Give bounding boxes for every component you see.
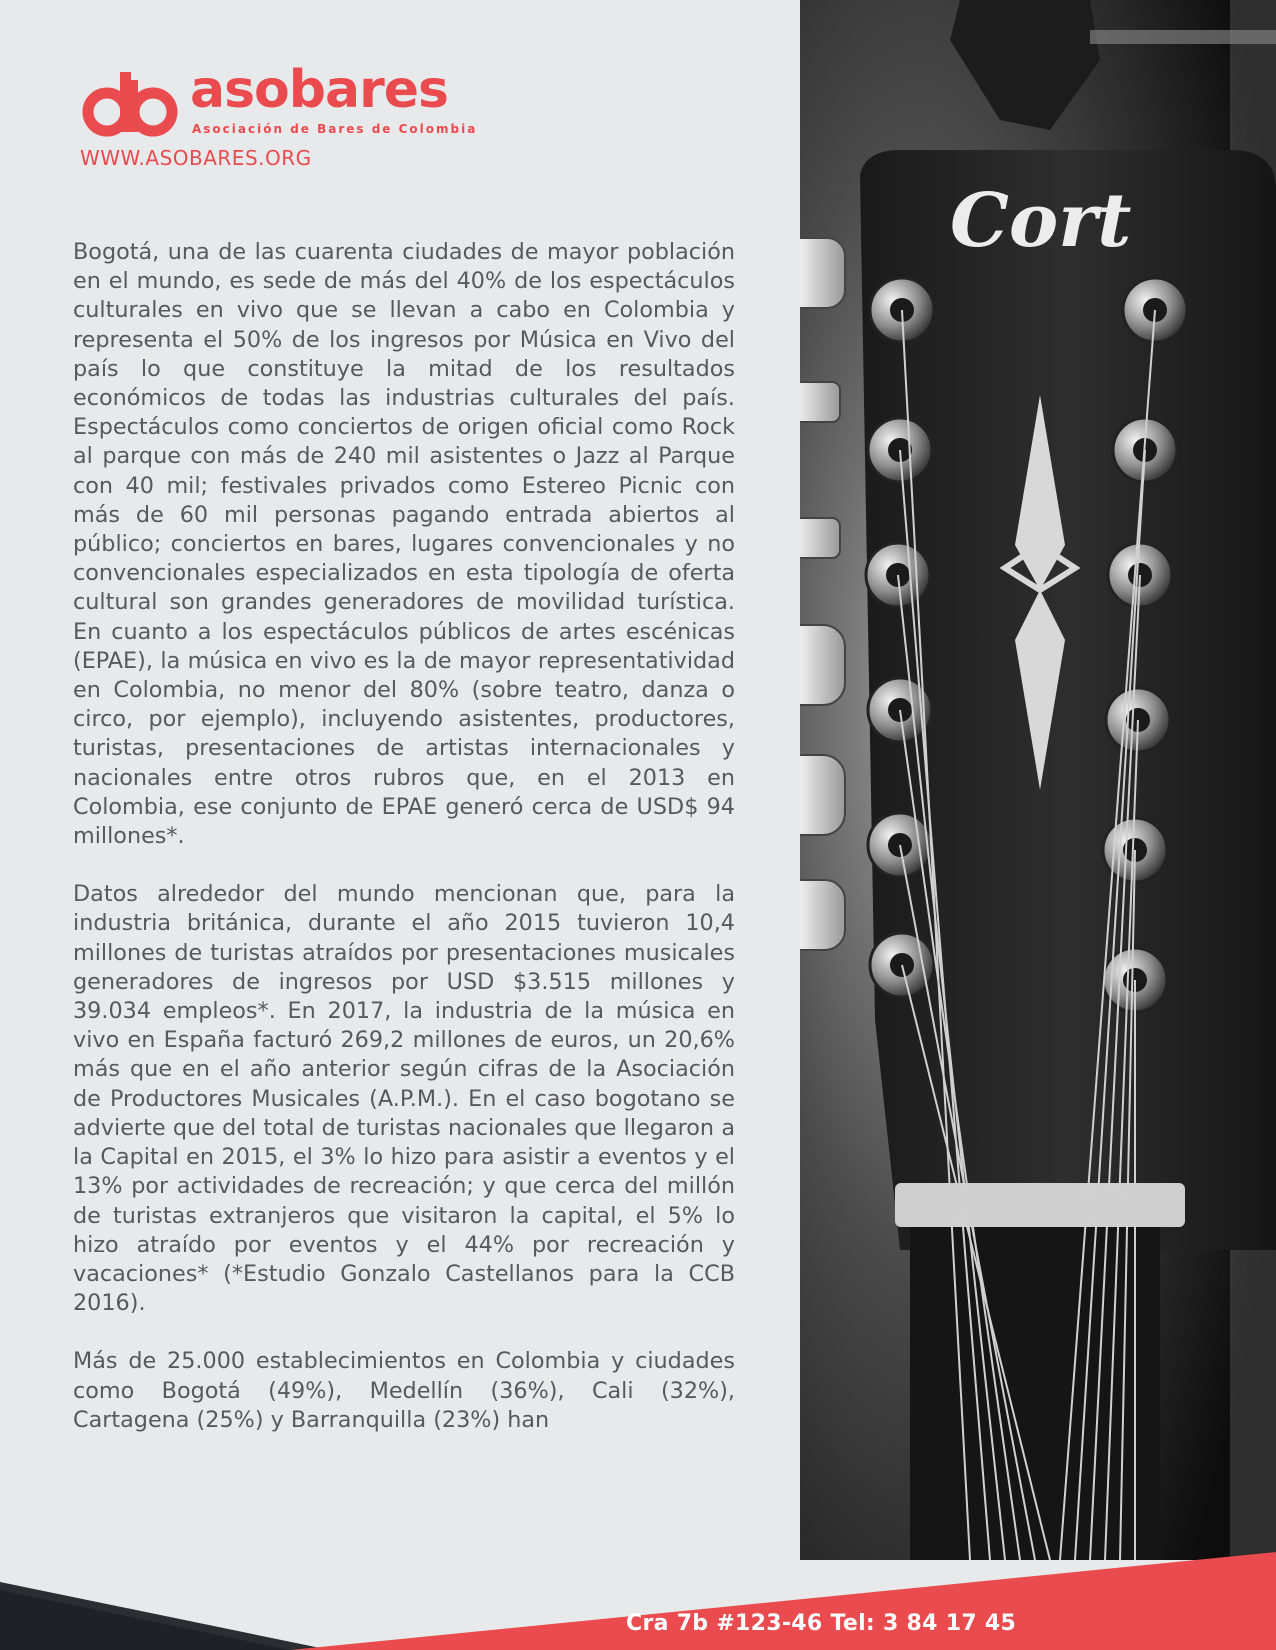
website-link[interactable]: WWW.ASOBARES.ORG <box>80 146 312 170</box>
footer-address: Cra 7b #123-46 Tel: 3 84 17 45 <box>626 1611 1017 1636</box>
logo-tagline: Asociación de Bares de Colombia <box>192 122 478 136</box>
logo-wordmark: asobares <box>190 60 448 120</box>
guitar-illustration <box>800 0 1276 1560</box>
paragraph-1: Bogotá, una de las cuarenta ciudades de mayor población en el mundo, es sede de más del 40% de los espectáculos culturales en vivo que se llevan a cabo en Colombia y representa el 50% de los ingresos por Música en Vivo del país lo que constituye la mitad de los resultados económicos de todas las industrias culturales del país. Espectáculos como conciertos de origen oficial como Rock al parque con más de 240 mil asistentes o Jazz al Parque con 40 mil; festivales privados como Estereo Picnic con más de 60 mil personas pagando entrada abiertos al público; conciertos en bares, lugares convencionales y no convencionales especializados en esta tipología de oferta cultural son grandes generadores de movilidad turística. En cuanto a los espectáculos públicos de artes escénicas (EPAE), la música en vivo es la de mayor representatividad en Colombia, no menor del 80% (sobre teatro, danza o circo, por ejemplo), incluyendo asistentes, productores, turistas, presentaciones de artistas internacionales y nacionales entre otros rubros que, en el 2013 en Colombia, ese conjunto de EPAE generó cerca de USD$ 94 millones*. <box>73 239 735 850</box>
paragraph-2: Datos alrededor del mundo mencionan que, para la industria británica, durante el año 2015 tuvieron 10,4 millones de turistas atraídos por presentaciones musicales generadores de ingresos por USD $3.515 millones y 39.034 empleos*. En 2017, la industria de la música en vivo en España facturó 269,2 millones de euros, un 20,6% más que en el año anterior según cifras de la Asociación de Productores Musicales (A.P.M.). En el caso bogotano se advierte que del total de turistas nacionales que llegaron a la Capital en 2015, el 3% lo hizo para asistir a eventos y el 13% por actividades de recreación; y que cerca del millón de turistas extranjeros que visitaron la capital, el 5% lo hizo atraído por eventos y el 44% por recreación y vacaciones* (*Estudio Gonzalo Castellanos para la CCB 2016). <box>73 881 735 1317</box>
paragraph-3: Más de 25.000 establecimientos en Colombia y ciudades como Bogotá (49%), Medellín (36%), Cali (32%), Cartagena (25%) y Barranquilla (23%) han <box>73 1348 735 1433</box>
guitar-headstock-photo <box>800 0 1276 1560</box>
headstock-brand-logo: Cort <box>950 178 1132 264</box>
article-body <box>73 238 735 1464</box>
ab-monogram-icon <box>80 70 180 140</box>
